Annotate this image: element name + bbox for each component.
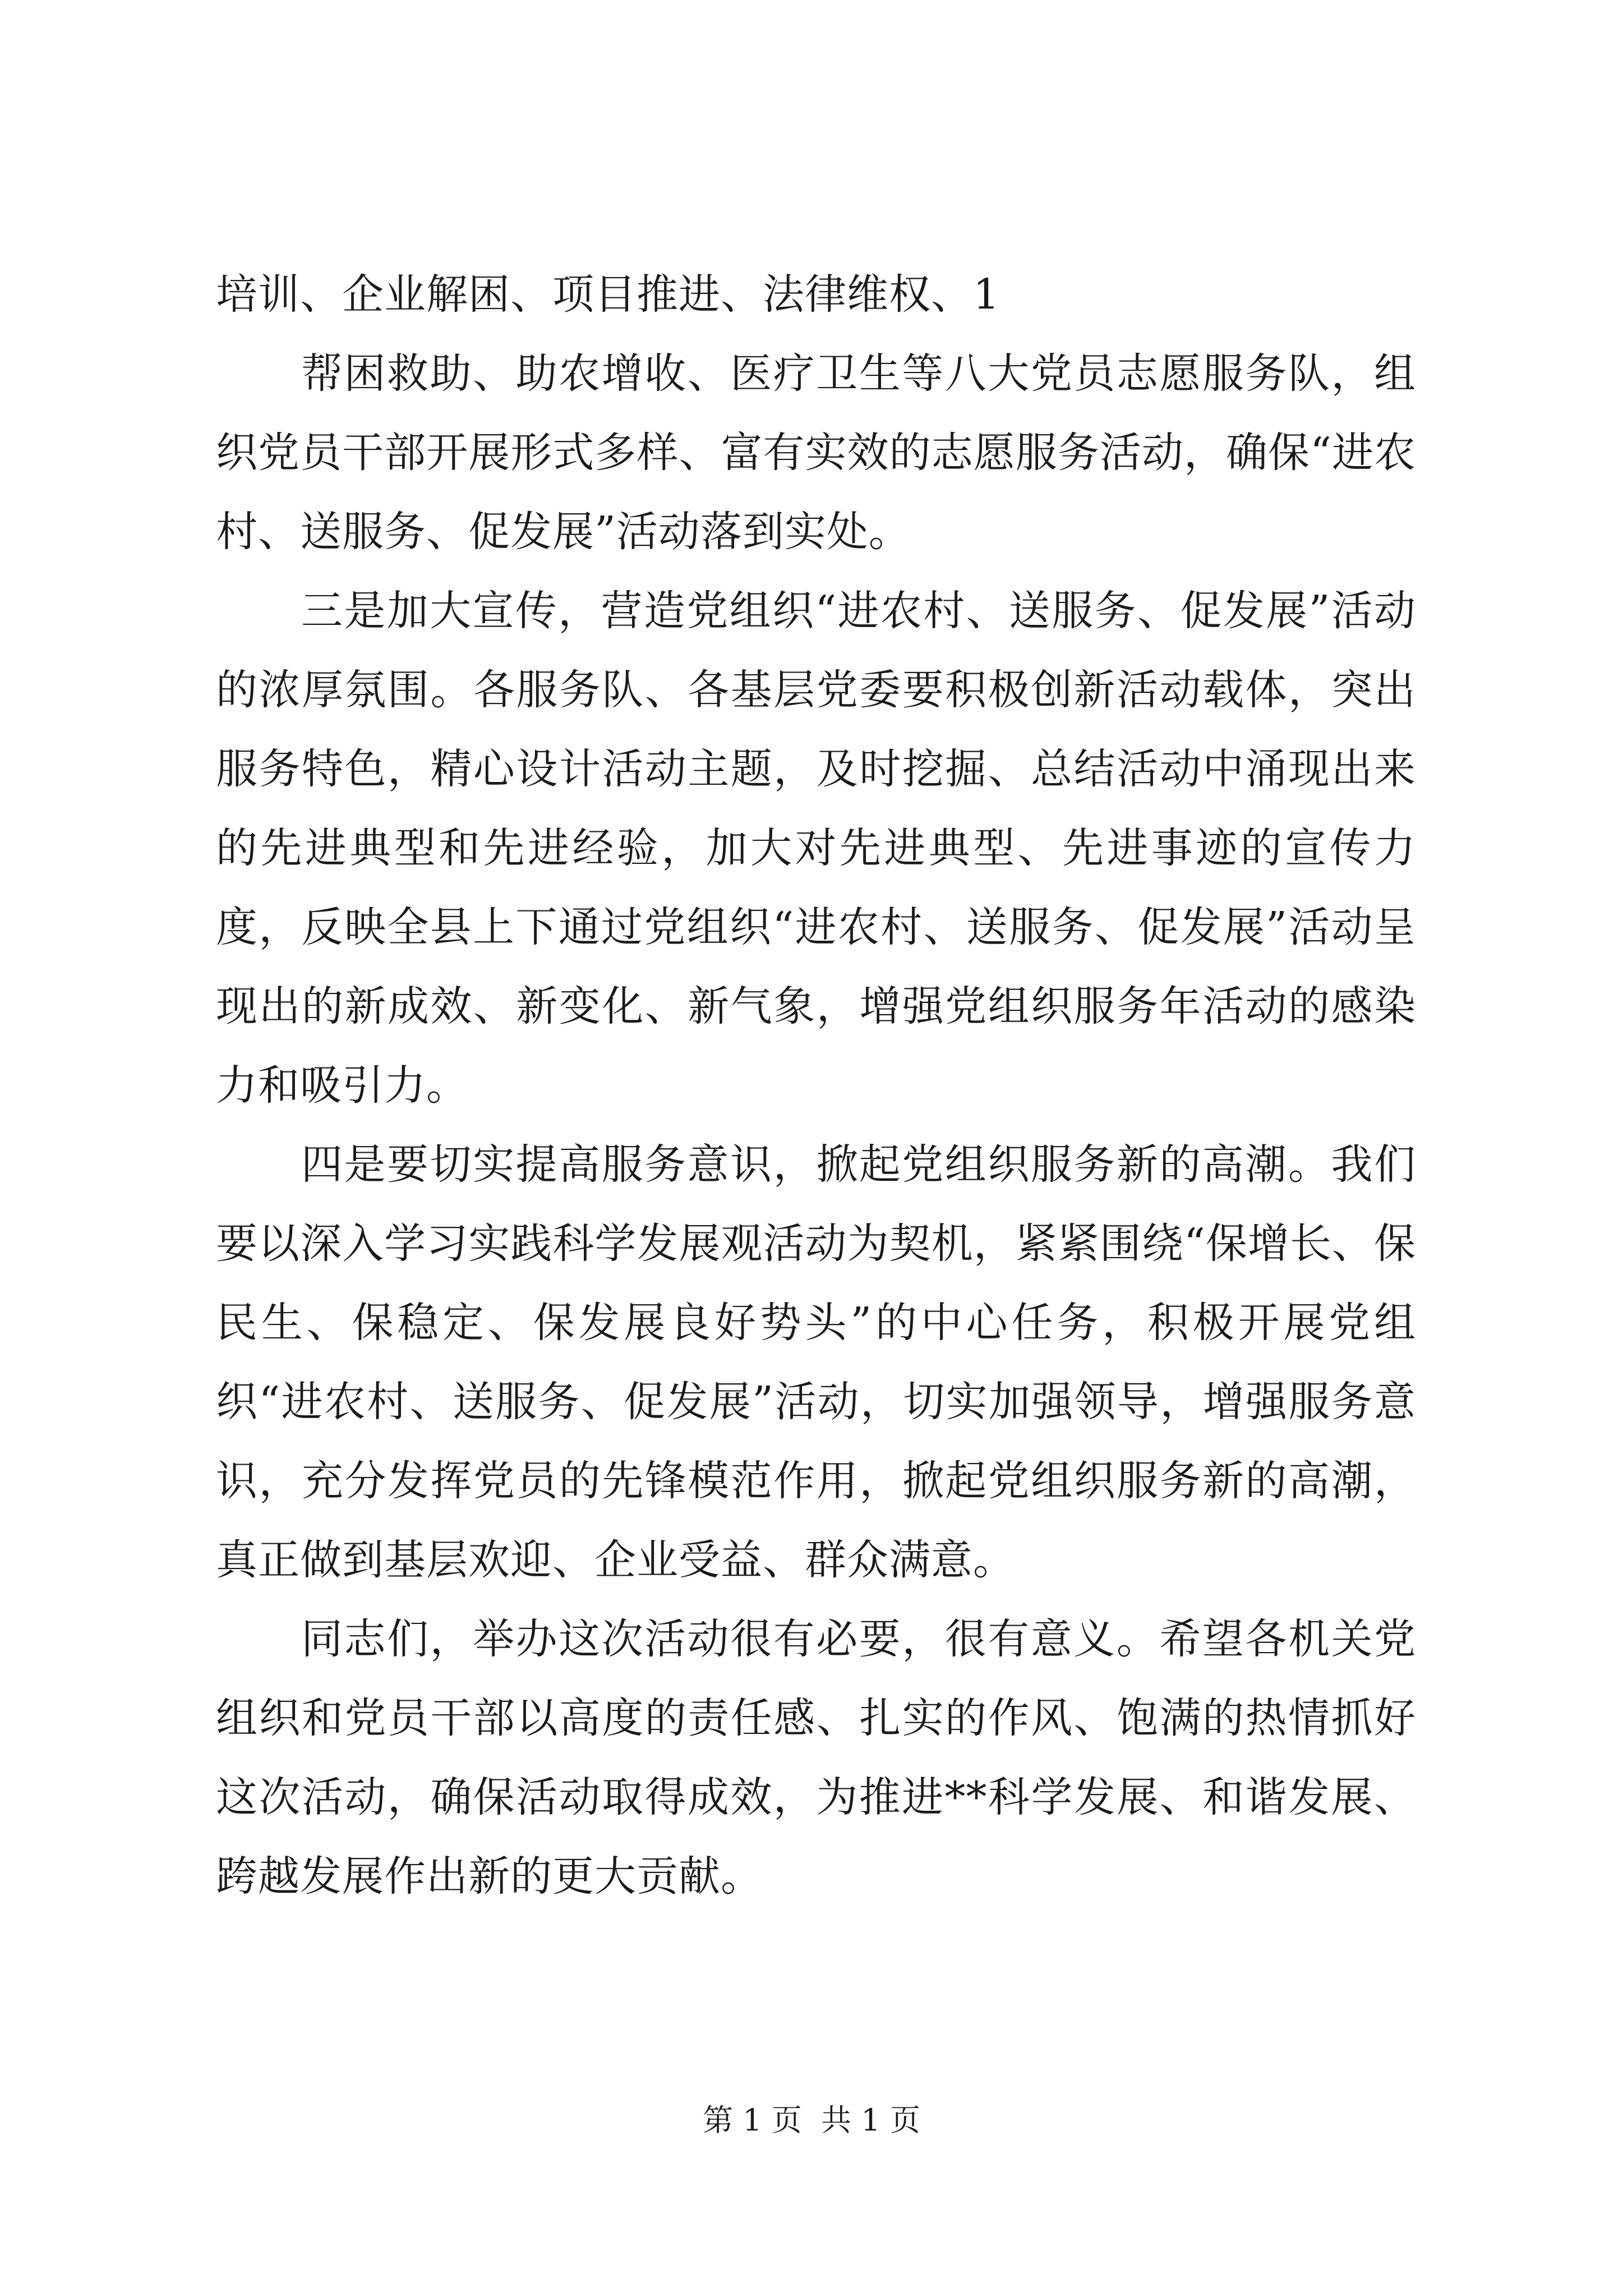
page-number: 第 1 页 共 1 页 [703, 2102, 920, 2138]
paragraph-publicity: 三是加大宣传，营造党组织“进农村、送服务、促发展”活动的浓厚氛围。各服务队、各基层党委要积极创新活动载体，突出服务特色，精心设计活动主题，及时挖掘、总结活动中涌现出来的先进典型和先进经验，加大对先进典型、先进事迹的宣传力度，反映全县上下通过党组织“进农村、送服务、促发展”活动呈现出的新成效、新变化、新气象，增强党组织服务年活动的感染力和吸引力。 [216, 587, 1416, 1110]
document-body [216, 255, 1416, 1916]
paragraph-closing: 同志们，举办这次活动很有必要，很有意义。希望各机关党组织和党员干部以高度的责任感、扎实的作风、饱满的热情抓好这次活动，确保活动取得成效，为推进**科学发展、和谐发展、跨越发展作出新的更大贡献。 [216, 1615, 1416, 1901]
paragraph-continuation: 培训、企业解困、项目推进、法律维权、1 [216, 270, 1000, 319]
paragraph-volunteer-teams: 帮困救助、助农增收、医疗卫生等八大党员志愿服务队，组织党员干部开展形式多样、富有实效的志愿服务活动，确保“进农村、送服务、促发展”活动落到实处。 [216, 349, 1416, 556]
paragraph-service-awareness: 四是要切实提高服务意识，掀起党组织服务新的高潮。我们要以深入学习实践科学发展观活动为契机，紧紧围绕“保增长、保民生、保稳定、保发展良好势头”的中心任务，积极开展党组织“进农村、送服务、促发展”活动，切实加强领导，增强服务意识，充分发挥党员的先锋模范作用，掀起党组织服务新的高潮，真正做到基层欢迎、企业受益、群众满意。 [216, 1140, 1416, 1584]
page-footer [0, 2101, 1623, 2140]
